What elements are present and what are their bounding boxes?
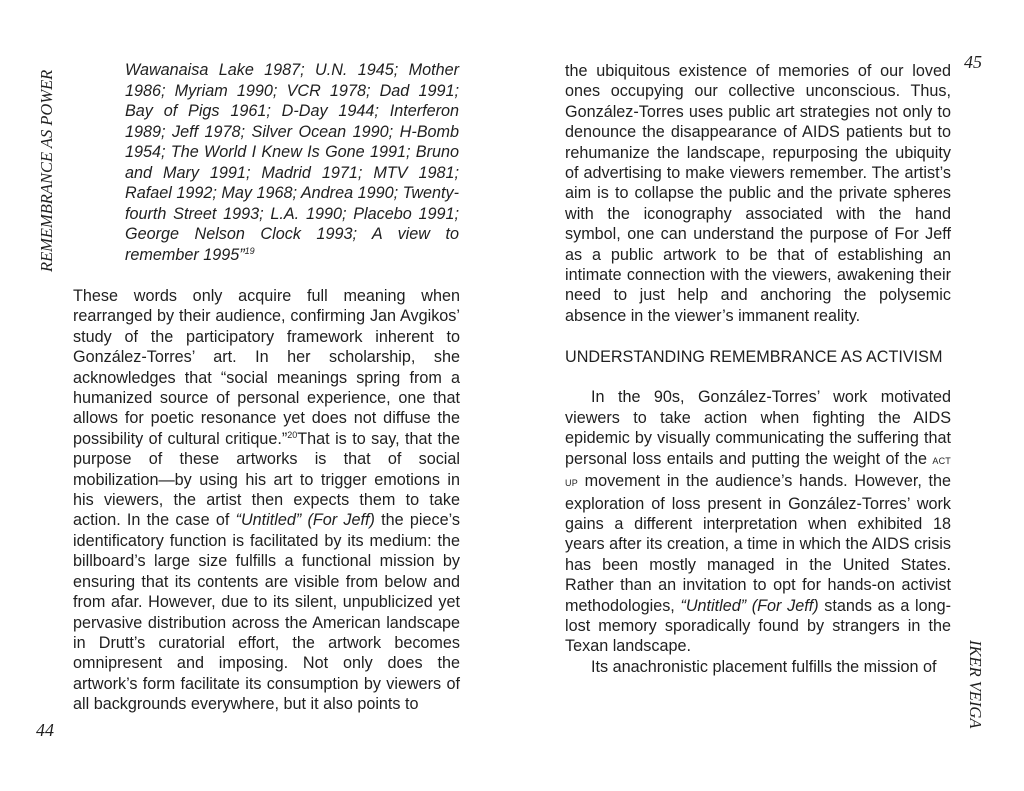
paragraph-1: the ubiquitous existence of memories of our loved ones occupying our collective unconscious. Thus, González-Torres uses public art strategies not only to denounce the disappearance of AIDS patients but to rehumanize the landscape, repurposing the ubiquity of advertising to make viewers remember. The artist’s aim is to collapse the public and the private spheres with the iconography associated with the hand symbol, one can understand the purpose of For Jeff as a public artwork to be that of establishing an intimate connection with the viewers, awakening their need to just help and anchoring the polysemic absence in the viewer’s immanent reality.	[565, 62, 951, 325]
running-head-right	[962, 640, 988, 740]
body-text-b: That is to say, that the purpose of these artworks is that of social mobilization—by using his art to trigger emotions in his viewers, the artist then expects them to take action. In the case of	[73, 429, 460, 530]
block-quote	[125, 60, 459, 265]
paragraph-2-b: movement in the audience’s hands. However, the exploration of loss present in González-Torres’ work gains a different interpretation when exhibited 18 years after its creation, a time in which the AIDS crisis has been mostly managed in the United States. Rather than an invitation to opt for hands-on activist methodologies,	[565, 472, 951, 615]
running-head-right-text: IKER VEIGA	[966, 640, 985, 729]
right-body-text	[565, 61, 951, 677]
artwork-title-2: “Untitled” (For Jeff)	[680, 596, 819, 615]
footnote-ref-19: 19	[244, 245, 255, 256]
left-body-text	[73, 286, 460, 715]
act-up-smallcaps: ACT UP	[565, 455, 951, 489]
page-number-right: 45	[964, 52, 982, 72]
running-head-left-text: REMEMBRANCE AS POWER	[37, 69, 56, 272]
quote-text: Wawanaisa Lake 1987; U.N. 1945; Mother 1986; Myriam 1990; VCR 1978; Dad 1991; Bay of Pigs 1961; D-Day 1944; Interferon 1989; Jeff 1978; Silver Ocean 1990; H-Bomb 1954; The World I Knew Is Gone 1991; Bruno and Mary 1991; Madrid 1971; MTV 1981; Rafael 1992; May 1968; Andrea 1990; Twenty-fourth Street 1993; L.A. 1990; Placebo 1991; George Nelson Clock 1993; A view to remember 1995”	[125, 61, 459, 264]
running-head-left	[34, 62, 60, 272]
paragraph-2	[565, 387, 951, 656]
paragraph-2-a: In the 90s, González-Torres’ work motivated viewers to take action when fighting the AIDS epidemic by visually communicating the suffering that personal loss entails and putting the weight of the	[565, 388, 951, 468]
section-heading: UNDERSTANDING REMEMBRANCE AS ACTIVISM	[565, 347, 943, 366]
artwork-title: “Untitled” (For Jeff)	[235, 511, 375, 530]
page-number-left: 44	[36, 720, 54, 740]
body-text-c: the piece’s identificatory function is facilitated by its medium: the billboard’s large size fulfills a functional mission by ensuring that its contents are visible from below and from afar. However, due to its silent, unpublicized yet pervasive distribution across the American landscape in Drutt’s curatorial effort, the artwork becomes omnipresent and imposing. Not only does the artwork’s form facilitate its consumption by viewers of all backgrounds everywhere, but it also points to	[73, 511, 460, 714]
footnote-ref-20: 20	[287, 429, 298, 440]
paragraph-2-c: stands as a long-lost memory sporadically found by strangers in the Texan landscape.	[565, 596, 951, 656]
body-text-a: These words only acquire full meaning when rearranged by their audience, confirming Jan Avgikos’ study of the participatory framework inherent to González-Torres’ art. In her scholarship, she acknowledges that “social meanings spring from a humanized source of personal experience, one that allows for poetic resonance yet does not diffuse the possibility of cultural critique.”	[73, 287, 460, 448]
paragraph-3: Its anachronistic placement fulfills the mission of	[591, 657, 937, 676]
